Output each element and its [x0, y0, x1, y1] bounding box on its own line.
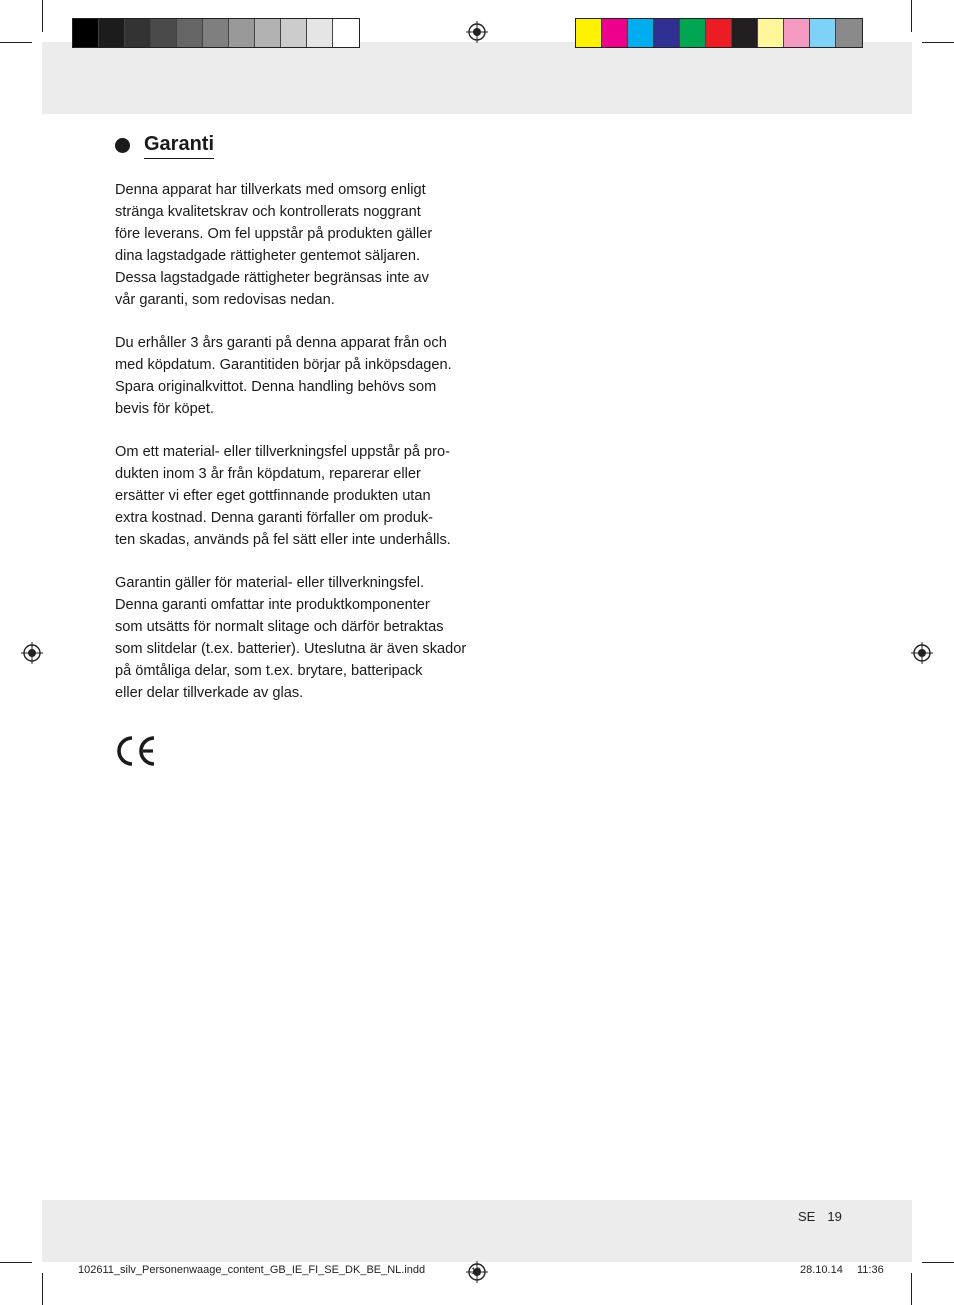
text-line: ersätter vi efter eget gottfinnande produkten utan: [115, 488, 431, 504]
color-swatch: [628, 19, 654, 47]
header-band: [42, 42, 912, 114]
ce-mark-icon: [113, 734, 159, 768]
gray-swatch: [203, 19, 229, 47]
text-line: Spara originalkvittot. Denna handling behövs som: [115, 379, 437, 395]
gray-swatch: [99, 19, 125, 47]
text-line: dina lagstadgade rättigheter gentemot säljaren.: [115, 248, 421, 264]
color-swatch: [810, 19, 836, 47]
slug-filename: 102611_silv_Personenwaage_content_GB_IE_FI_SE_DK_BE_NL.indd: [78, 1264, 426, 1276]
gray-swatch: [333, 19, 359, 47]
crop-mark: [42, 1273, 43, 1305]
paragraph: [115, 441, 471, 551]
grayscale-color-bar: [72, 18, 360, 48]
crop-mark: [42, 0, 43, 32]
text-line: dukten inom 3 år från köpdatum, reparerar eller: [115, 466, 421, 482]
color-swatch: [836, 19, 862, 47]
language-code: SE: [798, 1209, 816, 1224]
registration-mark-icon: [466, 21, 488, 43]
warranty-body: [115, 179, 471, 725]
crop-mark: [922, 42, 954, 43]
text-line: ten skadas, används på fel sätt eller inte underhålls.: [115, 532, 451, 548]
color-swatch: [784, 19, 810, 47]
paragraph: [115, 332, 471, 420]
gray-swatch: [177, 19, 203, 47]
text-line: vår garanti, som redovisas nedan.: [115, 292, 335, 308]
gray-swatch: [229, 19, 255, 47]
registration-mark-icon: [911, 642, 933, 664]
color-swatch: [732, 19, 758, 47]
crop-mark: [0, 1262, 32, 1263]
gray-swatch: [151, 19, 177, 47]
section-title: Garanti: [144, 132, 214, 159]
text-line: som slitdelar (t.ex. batterier). Uteslutna är även skador: [115, 641, 467, 657]
page-number: [798, 1209, 842, 1224]
slug-page-number: 19: [471, 1266, 482, 1276]
footer-band: [42, 1200, 912, 1262]
slug-time: 11:36: [857, 1264, 884, 1276]
text-line: stränga kvalitetskrav och kontrollerats noggrant: [115, 204, 421, 220]
color-swatch: [602, 19, 628, 47]
crop-mark: [922, 1262, 954, 1263]
bullet-icon: [115, 138, 130, 153]
color-swatch: [706, 19, 732, 47]
text-line: extra kostnad. Denna garanti förfaller om produk-: [115, 510, 433, 526]
color-swatch: [680, 19, 706, 47]
color-swatch: [654, 19, 680, 47]
crop-mark: [911, 1273, 912, 1305]
color-swatch: [758, 19, 784, 47]
text-line: Du erhåller 3 års garanti på denna apparat från och: [115, 335, 447, 351]
gray-swatch: [73, 19, 99, 47]
gray-swatch: [125, 19, 151, 47]
text-line: som utsätts för normalt slitage och därför betraktas: [115, 619, 444, 635]
paragraph: [115, 572, 471, 704]
text-line: på ömtåliga delar, som t.ex. brytare, batteripack: [115, 663, 423, 679]
registration-mark-icon: [21, 642, 43, 664]
text-line: före leverans. Om fel uppstår på produkten gäller: [115, 226, 433, 242]
text-line: Denna apparat har tillverkats med omsorg enligt: [115, 182, 426, 198]
text-line: Garantin gäller för material- eller tillverkningsfel.: [115, 575, 425, 591]
paragraph: [115, 179, 471, 311]
slug-date: 28.10.14: [800, 1264, 843, 1276]
gray-swatch: [255, 19, 281, 47]
gray-swatch: [307, 19, 333, 47]
section-heading: [115, 132, 214, 159]
page-number-value: 19: [827, 1209, 842, 1224]
gray-swatch: [281, 19, 307, 47]
text-line: Dessa lagstadgade rättigheter begränsas inte av: [115, 270, 429, 286]
color-swatch: [576, 19, 602, 47]
text-line: Om ett material- eller tillverkningsfel uppstår på pro-: [115, 444, 450, 460]
text-line: bevis för köpet.: [115, 401, 214, 417]
text-line: med köpdatum. Garantitiden börjar på inköpsdagen.: [115, 357, 452, 373]
text-line: Denna garanti omfattar inte produktkomponenter: [115, 597, 430, 613]
crop-mark: [0, 42, 32, 43]
process-color-bar: [575, 18, 863, 48]
crop-mark: [911, 0, 912, 32]
text-line: eller delar tillverkade av glas.: [115, 685, 304, 701]
